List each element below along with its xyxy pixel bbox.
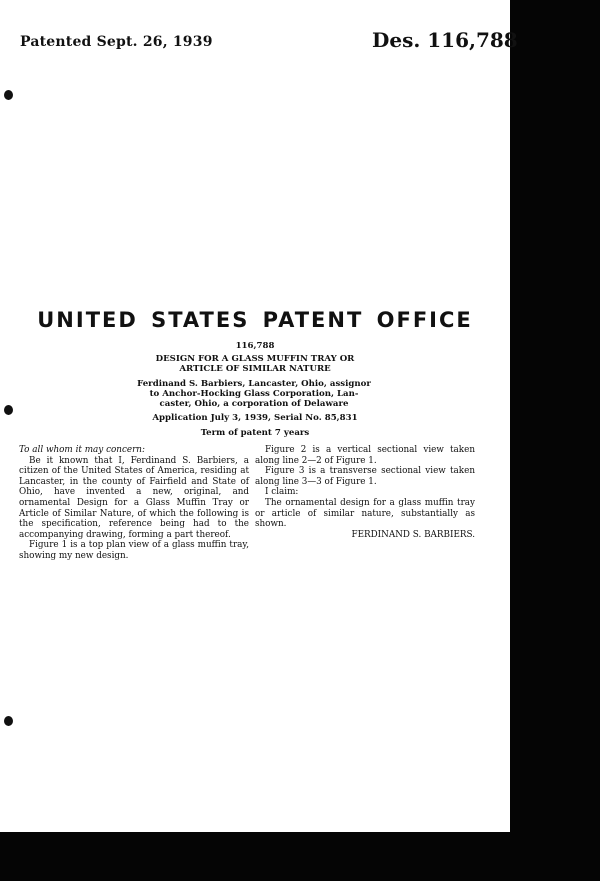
scan-border-bottom	[0, 832, 600, 881]
specification-paragraph: Be it known that I, Ferdinand S. Barbiers, a citizen of the United States of America, residing at Lancaster, in the county of Fairfield and State of Ohio, have invented a new, original, and ornamental Design for a Glass Muffin Tray or Article of Similar Nature, of which the following is the specification, reference being had to the accompanying drawing, forming a part thereof.	[19, 455, 249, 540]
application-info: Application July 3, 1939, Serial No. 85,831	[152, 413, 358, 423]
inventor-line-1: Ferdinand S. Barbiers, Lancaster, Ohio, assignor	[137, 379, 371, 389]
figure-2-description: Figure 2 is a vertical sectional view taken along line 2—2 of Figure 1.	[255, 445, 475, 466]
left-column	[19, 445, 249, 562]
signature: FERDINAND S. BARBIERS.	[351, 529, 475, 540]
design-title-line-1: DESIGN FOR A GLASS MUFFIN TRAY OR	[155, 354, 355, 364]
punch-hole-bottom	[4, 716, 13, 726]
punch-hole-top	[4, 90, 13, 100]
inventor-block	[64, 379, 444, 409]
patent-number: 116,788	[235, 341, 275, 351]
design-title	[0, 354, 510, 374]
design-number: Des. 116,788	[372, 28, 518, 52]
inventor-line-3: caster, Ohio, a corporation of Delaware	[159, 399, 349, 409]
office-title: UNITED STATES PATENT OFFICE	[37, 308, 473, 332]
patent-date: Patented Sept. 26, 1939	[20, 34, 213, 50]
figure-1-description: Figure 1 is a top plan view of a glass muffin tray, showing my new design.	[19, 540, 249, 561]
right-column	[255, 445, 475, 540]
design-title-line-2: ARTICLE OF SIMILAR NATURE	[179, 364, 331, 374]
patent-term: Term of patent 7 years	[200, 428, 310, 438]
inventor-line-2: to Anchor-Hocking Glass Corporation, Lan-	[149, 389, 359, 399]
scan-border-right	[510, 0, 600, 881]
salutation: To all whom it may concern:	[19, 445, 145, 455]
claim-label: I claim:	[265, 487, 299, 498]
claim-text: The ornamental design for a glass muffin tray or article of similar nature, substantially as shown.	[255, 497, 475, 530]
figure-3-description: Figure 3 is a transverse sectional view taken along line 3—3 of Figure 1.	[255, 466, 475, 487]
